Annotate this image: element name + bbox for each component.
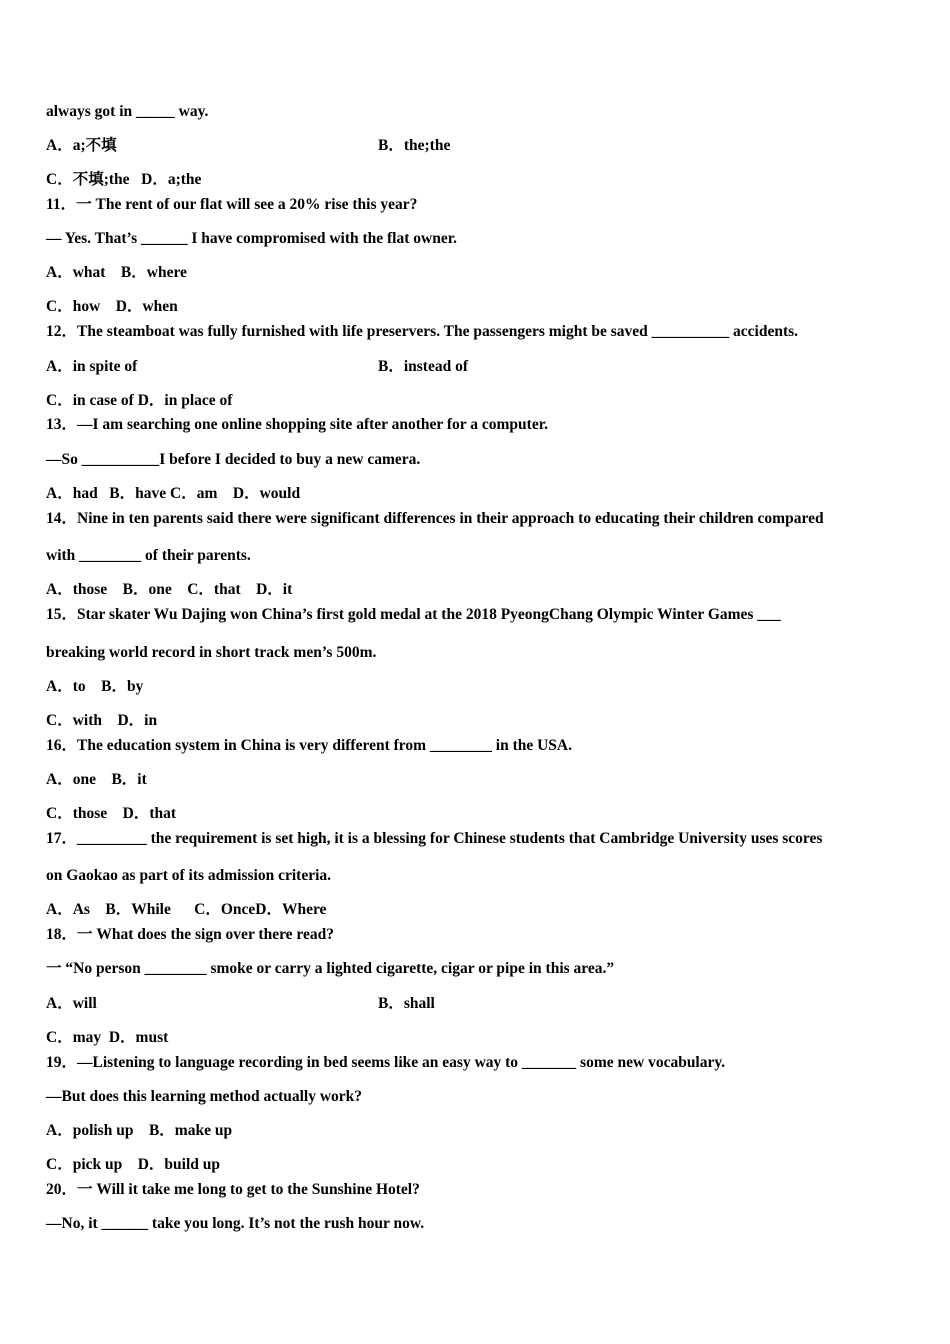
option-cd: C．in case of D．in place of xyxy=(46,392,233,409)
dialogue-line: —So __________I before I decided to buy a new camera. xyxy=(46,451,421,468)
question-text-line: breaking world record in short track men’s 500m. xyxy=(46,644,377,661)
question-text-line: on Gaokao as part of its admission criteria. xyxy=(46,867,332,884)
question-17: 17．_________ the requirement is set high, it is a blessing for Chinese students that Cambridge University uses scores xyxy=(46,830,823,847)
question-11: 11．一 The rent of our flat will see a 20% rise this year? xyxy=(46,196,418,213)
option-a: A．a;不填 xyxy=(46,137,117,154)
option-cd: C．may D．must xyxy=(46,1029,169,1046)
question-text-line: always got in _____ way. xyxy=(46,103,209,120)
question-text-line: with ________ of their parents. xyxy=(46,547,251,564)
option-a: A．will xyxy=(46,995,97,1012)
option-ab: A．to B．by xyxy=(46,678,144,695)
option-cd: C．how D．when xyxy=(46,298,178,315)
option-cd: C．with D．in xyxy=(46,712,158,729)
option-cd: C．不填;the D．a;the xyxy=(46,171,202,188)
question-19: 19．—Listening to language recording in bed seems like an easy way to _______ some new vocabulary. xyxy=(46,1054,726,1071)
option-cd: C．those D．that xyxy=(46,805,177,822)
option-ab: A．one B．it xyxy=(46,771,147,788)
dialogue-line: —But does this learning method actually work? xyxy=(46,1088,363,1105)
question-16: 16．The education system in China is very different from ________ in the USA. xyxy=(46,737,572,754)
dialogue-line: 一 “No person ________ smoke or carry a lighted cigarette, cigar or pipe in this area.” xyxy=(46,960,615,977)
dialogue-line: — Yes. That’s ______ I have compromised with the flat owner. xyxy=(46,230,458,247)
option-cd: C．pick up D．build up xyxy=(46,1156,221,1173)
option-abcd: A．those B．one C．that D．it xyxy=(46,581,293,598)
question-15: 15．Star skater Wu Dajing won China’s first gold medal at the 2018 PyeongChang Olympic Winter Games ___ xyxy=(46,606,781,623)
question-18: 18．一 What does the sign over there read? xyxy=(46,926,335,943)
question-13: 13．—I am searching one online shopping site after another for a computer. xyxy=(46,416,549,433)
option-abcd: A．As B．While C．OnceD．Where xyxy=(46,901,327,918)
option-b: B．the;the xyxy=(378,137,451,154)
question-14: 14．Nine in ten parents said there were significant differences in their approach to educating their children compared xyxy=(46,510,824,527)
option-ab: A．polish up B．make up xyxy=(46,1122,233,1139)
option-b: B．instead of xyxy=(378,358,468,375)
question-20: 20．一 Will it take me long to get to the Sunshine Hotel? xyxy=(46,1181,420,1198)
dialogue-line: —No, it ______ take you long. It’s not the rush hour now. xyxy=(46,1215,425,1232)
option-ab: A．what B．where xyxy=(46,264,187,281)
option-b: B．shall xyxy=(378,995,435,1012)
option-abcd: A．had B．have C．am D．would xyxy=(46,485,301,502)
question-12: 12．The steamboat was fully furnished with life preservers. The passengers might be saved __________ accidents. xyxy=(46,323,799,340)
option-a: A．in spite of xyxy=(46,358,138,375)
